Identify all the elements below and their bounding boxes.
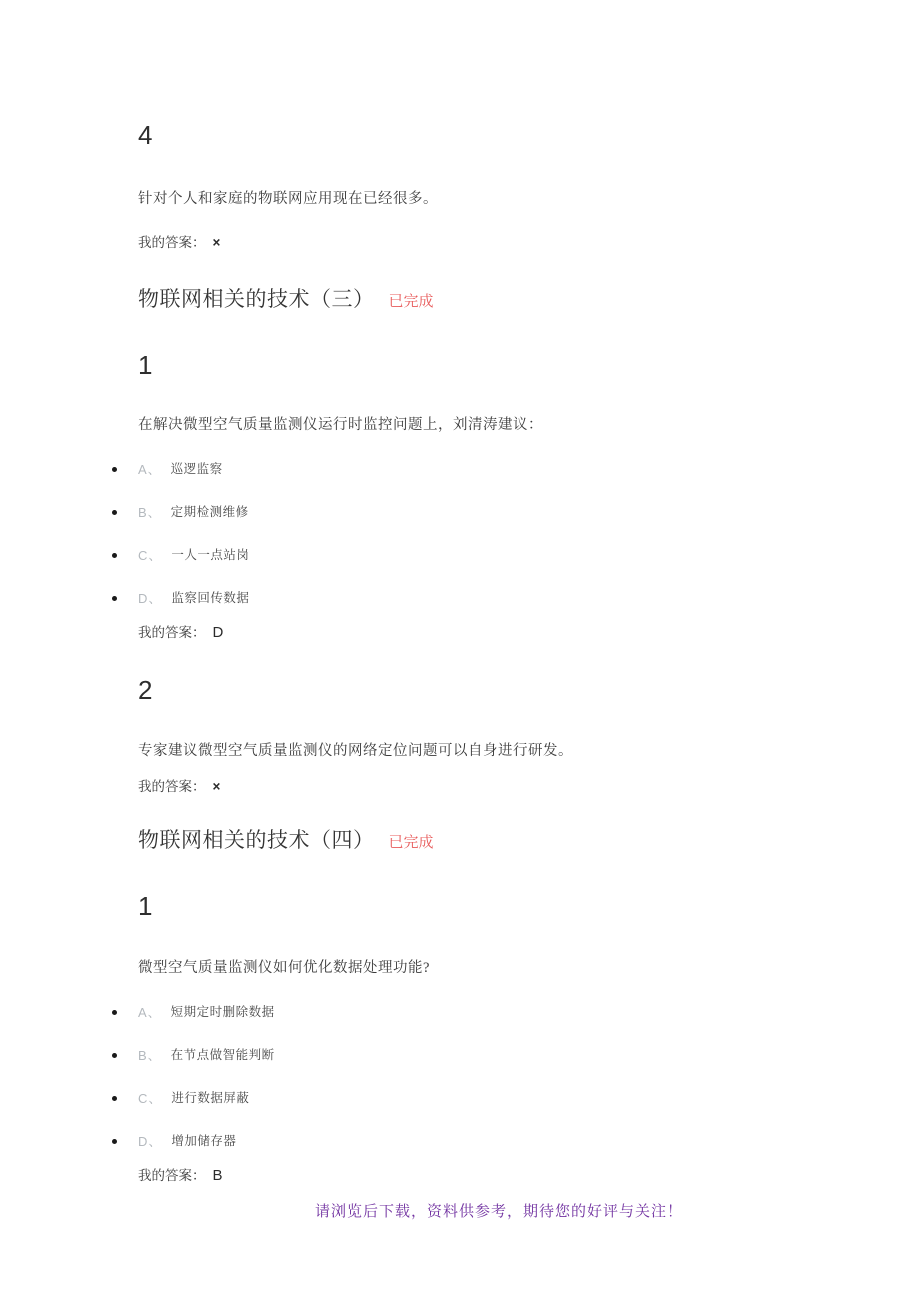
answer-line (138, 777, 860, 797)
question-number: 2 (138, 675, 153, 706)
option-text: 进行数据屏蔽 (171, 1090, 250, 1105)
option-text: 短期定时删除数据 (170, 1004, 275, 1019)
footer-note: 请浏览后下载，资料供参考，期待您的好评与关注！ (314, 1203, 683, 1220)
bullet-icon (112, 467, 138, 472)
bullet-icon (112, 510, 138, 515)
question-number: 1 (138, 350, 153, 381)
question-number: 1 (138, 890, 153, 921)
option-letter: B、 (138, 1047, 162, 1063)
answer-label: 我的答案： (138, 1167, 206, 1183)
option-letter: A、 (138, 462, 162, 478)
option-text: 增加储存器 (171, 1133, 237, 1148)
bullet-icon (112, 1053, 138, 1058)
option-letter: D、 (138, 591, 163, 607)
option-row (112, 461, 860, 478)
option-letter: A、 (138, 1004, 162, 1020)
bullet-icon (112, 596, 138, 601)
option-letter: D、 (138, 1133, 163, 1149)
answer-value: D (212, 624, 224, 642)
options-list (138, 461, 860, 607)
question-number: 4 (138, 120, 153, 150)
section-header (138, 285, 860, 316)
question-text: 专家建议微型空气质量监测仪的网络定位问题可以自身进行研发。 (138, 742, 573, 759)
answer-line (138, 1166, 860, 1186)
option-text: 巡逻监察 (170, 462, 223, 477)
answer-label: 我的答案： (138, 235, 206, 251)
status-badge: 已完成 (388, 834, 434, 851)
option-row (112, 1047, 860, 1064)
bullet-icon (112, 1010, 138, 1015)
options-list (138, 1004, 860, 1150)
option-text: 定期检测维修 (170, 505, 249, 520)
option-row (112, 1004, 860, 1021)
answer-value: B (212, 1166, 223, 1184)
answer-value: × (212, 778, 221, 794)
bullet-icon (112, 553, 138, 558)
answer-line (138, 623, 860, 643)
question-text: 针对个人和家庭的物联网应用现在已经很多。 (138, 191, 438, 208)
question-text: 在解决微型空气质量监测仪运行时监控问题上，刘清涛建议： (138, 417, 543, 434)
option-row (112, 504, 860, 521)
section-title: 物联网相关的技术（三） (138, 287, 375, 312)
bullet-icon (112, 1096, 138, 1101)
option-row (112, 547, 860, 564)
status-badge: 已完成 (388, 294, 434, 311)
option-letter: B、 (138, 505, 162, 521)
section-title: 物联网相关的技术（四） (138, 827, 375, 852)
option-letter: C、 (138, 1090, 163, 1106)
question-text: 微型空气质量监测仪如何优化数据处理功能? (138, 959, 430, 976)
answer-label: 我的答案： (138, 778, 206, 794)
option-text: 在节点做智能判断 (170, 1047, 275, 1062)
answer-line (138, 233, 860, 253)
answer-label: 我的答案： (138, 625, 206, 641)
option-text: 监察回传数据 (171, 591, 250, 606)
answer-value: × (212, 235, 221, 251)
bullet-icon (112, 1139, 138, 1144)
option-letter: C、 (138, 548, 163, 564)
option-row (112, 590, 860, 607)
option-row (112, 1090, 860, 1107)
section-header (138, 826, 860, 857)
option-row (112, 1133, 860, 1150)
option-text: 一人一点站岗 (171, 548, 250, 563)
